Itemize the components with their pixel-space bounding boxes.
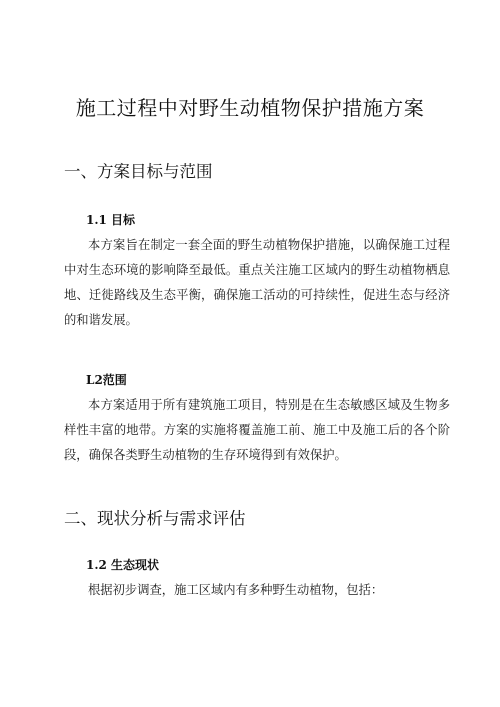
subsection-heading-goal: 1.1 目标 [86, 213, 136, 227]
subsection-heading-scope: L2范围 [86, 373, 127, 387]
section-heading-goals-scope: 一、方案目标与范围 [64, 162, 213, 181]
paragraph-goal: 本方案旨在制定一套全面的野生动植物保护措施，以确保施工过程中对生态环境的影响降至最低。重点关注施工区域内的野生动植物栖息地、迁徙路线及生态平衡，确保施工活动的可持续性，促进生态与经济的和谐发展。 [64, 238, 450, 327]
section-heading-analysis: 二、现状分析与需求评估 [64, 509, 246, 528]
document-title: 施工过程中对野生动植物保护措施方案 [75, 96, 425, 120]
subsection-heading-ecology: 1.2 生态现状 [86, 558, 160, 572]
paragraph-ecology: 根据初步调查，施工区域内有多种野生动植物，包括： [88, 583, 384, 597]
paragraph-scope: 本方案适用于所有建筑施工项目，特别是在生态敏感区域及生物多样性丰富的地带。方案的实施将覆盖施工前、施工中及施工后的各个阶段，确保各类野生动植物的生存环境得到有效保护。 [64, 398, 450, 462]
